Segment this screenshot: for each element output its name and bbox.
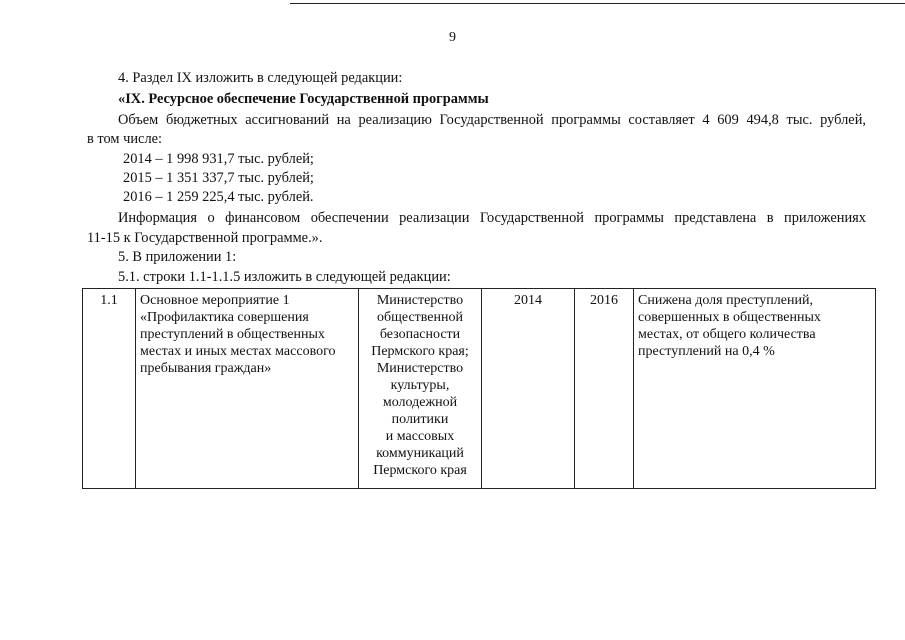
top-border-line (290, 3, 905, 4)
measure-name-line: преступлений в общественных (140, 327, 325, 342)
funding-2014: 2014 – 1 998 931,7 тыс. рублей; (123, 151, 314, 167)
executor-line: и массовых (385, 429, 455, 444)
result-line: Снижена доля преступлений, (638, 293, 813, 308)
executor-line: общественной (376, 310, 464, 325)
measure-name-line: «Профилактика совершения (140, 310, 309, 325)
executor-cell (359, 289, 482, 489)
row-number-cell (83, 289, 136, 489)
executor-line: безопасности (379, 327, 461, 342)
result-line: совершенных в общественных (638, 310, 821, 325)
table-row (83, 289, 876, 489)
end-year-cell (575, 289, 634, 489)
result-line: местах, от общего количества (638, 327, 816, 342)
paragraph1-line1: Объем бюджетных ассигнований на реализацию Государственной программы составляет 4 609 494,8 тыс. рублей, (118, 112, 866, 128)
start-year-cell (482, 289, 575, 489)
executor-line: Пермского края; (371, 344, 469, 359)
executor-line: коммуникаций (376, 446, 464, 461)
paragraph1-line2: в том числе: (87, 131, 163, 147)
section-title: «IX. Ресурсное обеспечение Государственной программы (118, 91, 489, 107)
executor-line: молодежной (382, 395, 458, 410)
measures-table (82, 288, 876, 489)
executor-line: политики (391, 412, 449, 427)
executor-line: Министерство (376, 293, 464, 308)
paragraph2-line2: 11-15 к Государственной программе.». (87, 230, 323, 246)
executor-line: Министерство (376, 361, 464, 376)
item4-heading: 4. Раздел IX изложить в следующей редакции: (118, 70, 403, 86)
result-line: преступлений на 0,4 % (638, 344, 775, 359)
measure-name-line: пребывания граждан» (140, 361, 272, 376)
measure-name-line: Основное мероприятие 1 (140, 293, 290, 308)
funding-2015: 2015 – 1 351 337,7 тыс. рублей; (123, 170, 314, 186)
item5-heading: 5. В приложении 1: (118, 249, 237, 265)
result-cell (634, 289, 876, 489)
start-year: 2014 (514, 293, 542, 308)
end-year: 2016 (590, 293, 618, 308)
measure-name-line: местах и иных местах массового (140, 344, 336, 359)
row-number: 1.1 (100, 293, 118, 308)
executor-line: Пермского края (373, 463, 467, 478)
measure-name-cell (136, 289, 359, 489)
paragraph2-line1: Информация о финансовом обеспечении реализации Государственной программы представлена в приложениях (118, 210, 866, 226)
item5-subitem: 5.1. строки 1.1-1.1.5 изложить в следующей редакции: (118, 269, 451, 285)
page-number: 9 (449, 30, 456, 45)
funding-2016: 2016 – 1 259 225,4 тыс. рублей. (123, 189, 314, 205)
executor-line: культуры, (390, 378, 450, 393)
